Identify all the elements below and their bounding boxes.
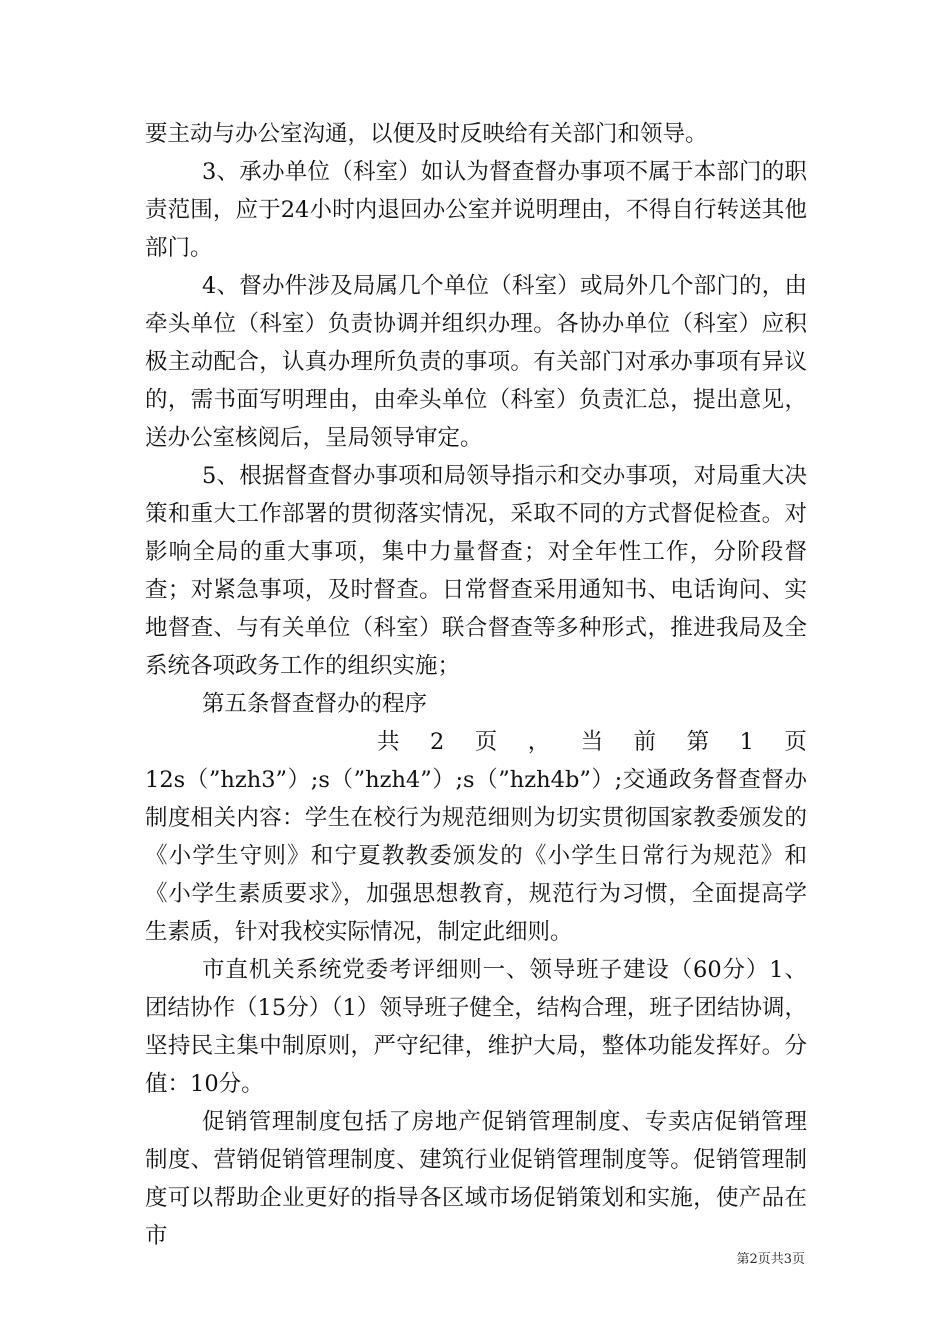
page-counter-char: 页 xyxy=(474,729,498,755)
page-footer: 第2页共3页 xyxy=(736,1252,805,1267)
paragraph-item-5: 5、根据督查督办事项和局领导指示和交办事项，对局重大决策和重大工作部署的贯彻落实情况，采取不同的方式督促检查。对影响全局的重大事项，集中力量督查；对全年性工作，分阶段督查；对紧急事项，及时督查。日常督查采用通知书、电话询问、实地督查、与有关单位（科室）联合督查等多种形式，推进我局及全系统各项政务工作的组织实施； xyxy=(145,463,807,679)
page-counter-char: 2 xyxy=(429,729,445,755)
page-counter-char: 第 xyxy=(686,729,710,755)
document-body xyxy=(145,115,807,1255)
page-counter-char: ， xyxy=(527,729,551,755)
paragraph-continuation: 要主动与办公室沟通，以便及时反映给有关部门和领导。 xyxy=(145,121,708,147)
paragraph-promotion: 促销管理制度包括了房地产促销管理制度、专卖店促销管理制度、营销促销管理制度、建筑行业促销管理制度等。促销管理制度可以帮助企业更好的指导各区域市场促销策划和实施，使产品在市 xyxy=(145,1109,807,1249)
page-counter-char: 共 xyxy=(377,729,400,755)
paragraph-evaluation: 市直机关系统党委考评细则一、领导班子建设（60分）1、团结协作（15分）（1）领导班子健全，结构合理，班子团结协调，坚持民主集中制原则，严守纪律，维护大局，整体功能发挥好。分值：10分。 xyxy=(145,957,807,1097)
page-counter-char: 前 xyxy=(633,729,657,755)
page-counter-char: 1 xyxy=(739,729,754,755)
inline-page-counter xyxy=(377,723,807,761)
page-counter-char: 页 xyxy=(784,729,807,755)
section-heading: 第五条督查督办的程序 xyxy=(202,691,428,717)
page-counter-char: 当 xyxy=(580,729,604,755)
paragraph-rules-intro: 12s（”hzh3”）;s（”hzh4”）;s（”hzh4b”）;交通政务督查督办制度相关内容：学生在校行为规范细则为切实贯彻国家教委颁发的《小学生守则》和宁夏教教委颁发的《小学生日常行为规范》和《小学生素质要求》，加强思想教育，规范行为习惯，全面提高学生素质，针对我校实际情况，制定此细则。 xyxy=(145,767,807,945)
paragraph-item-4: 4、督办件涉及局属几个单位（科室）或局外几个部门的，由牵头单位（科室）负责协调并组织办理。各协办单位（科室）应积极主动配合，认真办理所负责的事项。有关部门对承办事项有异议的，需书面写明理由，由牵头单位（科室）负责汇总，提出意见，送办公室核阅后，呈局领导审定。 xyxy=(145,273,807,451)
paragraph-item-3: 3、承办单位（科室）如认为督查督办事项不属于本部门的职责范围，应于24小时内退回办公室并说明理由，不得自行转送其他部门。 xyxy=(145,159,807,261)
